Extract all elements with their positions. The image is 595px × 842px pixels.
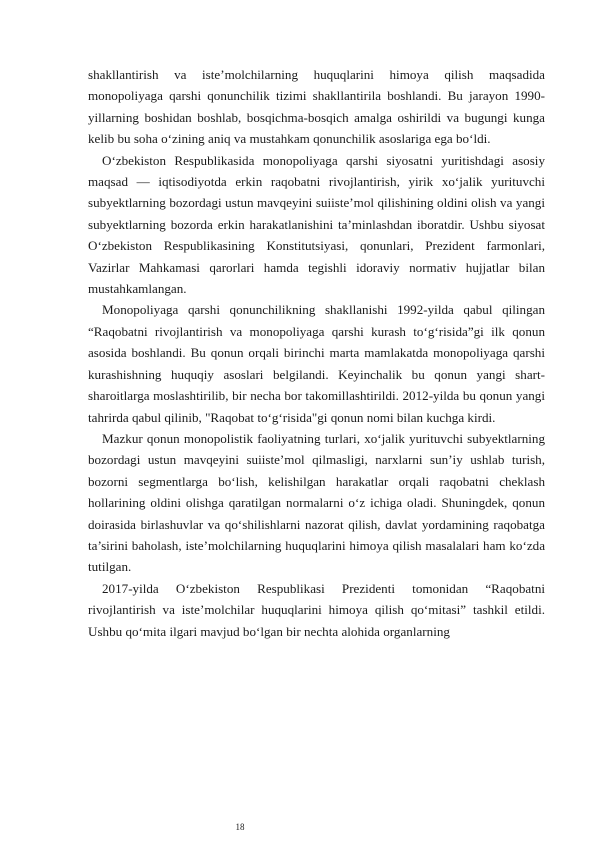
paragraph-2: O‘zbekiston Respublikasida monopoliyaga qarshi siyosatni yuritishdagi asosiy maqsad — iqtisodiyotda erkin raqobatni rivojlantirish, yirik xo‘jalik yurituvchi subyektlarning bozordagi ustun mavqeyini suiiste’mol qilishining oldini olish va yangi subyektlarning bozorda erkin harakatlanishini ta’minlashdan iboratdir. Ushbu siyosat O‘zbekiston Respublikasining Konstitutsiyasi, qonunlari, Prezident farmonlari, Vazirlar Mahkamasi qarorlari hamda tegishli idoraviy normativ hujjatlar bilan mustahkamlangan. bbox=[88, 152, 545, 297]
page-number: 18 bbox=[235, 822, 245, 832]
paragraph-1: shakllantirish va iste’molchilarning huquqlarini himoya qilish maqsadida monopoliyaga qarshi qonunchilik tizimi shakllantirila boshlandi. Bu jarayon 1990-yillarning boshidan boshlab, bosqichma-bosqich amalga oshirildi va bugungi kunga kelib bu soha o‘zining aniq va mustahkam qonunchilik asoslariga ega bo‘ldi. bbox=[88, 67, 545, 147]
paragraph-5: 2017-yilda O‘zbekiston Respublikasi Prezidenti tomonidan “Raqobatni rivojlantirish va iste’molchilar huquqlarini himoya qilish qo‘mitasi” tashkil etildi. Ushbu qo‘mita ilgari mavjud bo‘lgan bir nechta alohida organlarning bbox=[88, 580, 545, 639]
paragraph-4: Mazkur qonun monopolistik faoliyatning turlari, xo‘jalik yurituvchi subyektlarning bozordagi ustun mavqeyini suiiste’mol qilmasligi, narxlarni sun’iy ushlab turish, bozorni segmentlarga bo‘lish, kelishilgan harakatlar orqali raqobatni cheklash hollarining oldini olishga qaratilgan normalarni o‘z ichiga oladi. Shuningdek, qonun doirasida birlashuvlar va qo‘shilishlarni nazorat qilish, davlat yordamining raqobatga ta’sirini baholash, iste’molchilarning huquqlarini himoya qilish masalalari ham ko‘zda tutilgan. bbox=[88, 430, 545, 575]
paragraph-3: Monopoliyaga qarshi qonunchilikning shakllanishi 1992-yilda qabul qilingan “Raqobatni rivojlantirish va monopoliyaga qarshi kurash to‘g‘risida”gi ilk qonun asosida boshlandi. Bu qonun orqali birinchi marta mamlakatda monopoliyaga qarshi kurashishning huquqiy asoslari belgilandi. Keyinchalik bu qonun yangi shart-sharoitlarga moslashtirilib, bir necha bor takomillashtirildi. 2012-yilda bu qonun yangi tahrirda qabul qilinib, "Raqobat to‘g‘risida"gi qonun nomi bilan kuchga kirdi. bbox=[88, 302, 545, 425]
document-page bbox=[88, 64, 545, 642]
